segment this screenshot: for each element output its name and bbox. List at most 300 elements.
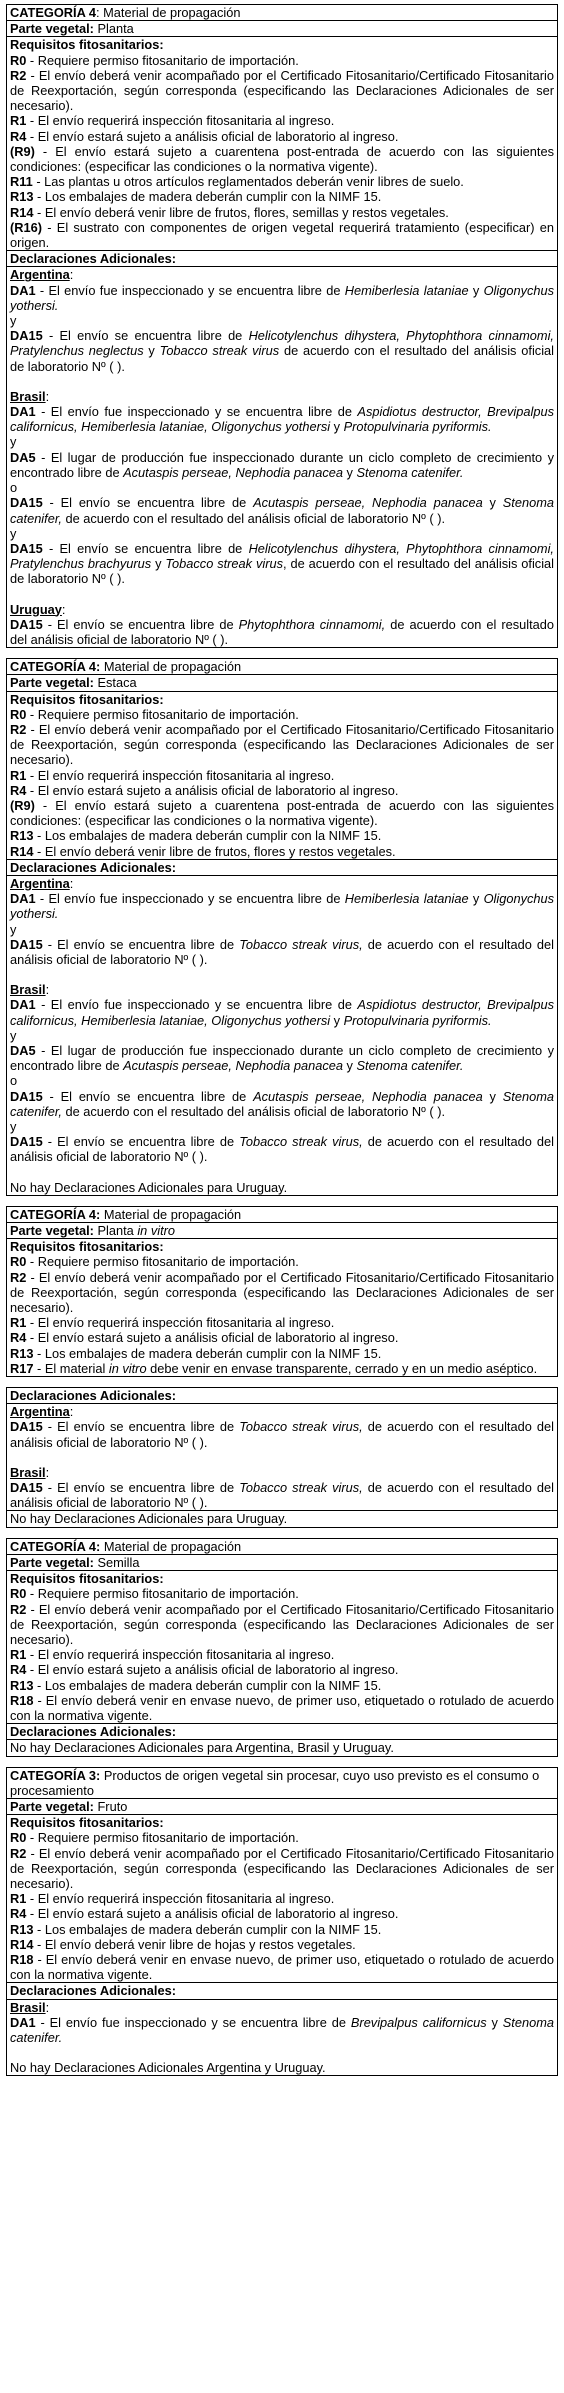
species-name: Acutaspis perseae, Nephodia panacea: [123, 1058, 343, 1074]
declaration-code: DA1: [10, 282, 36, 298]
requirement-item: [10, 1270, 554, 1316]
category-description: Material de propagación: [100, 1206, 242, 1222]
declaration-text: y: [151, 556, 166, 572]
requirement-item: [10, 1346, 554, 1361]
requirement-code: R14: [10, 204, 34, 220]
species-name: Acutaspis perseae, Nephodia panacea: [253, 495, 483, 511]
requirement-item: [10, 844, 554, 859]
species-name: Stenoma catenifer.: [10, 2014, 554, 2045]
requirement-item: [10, 1647, 554, 1662]
requirement-item: [10, 1586, 554, 1601]
declaration-text: de acuerdo con el resultado del análisis oficial de laboratorio Nº ( ).: [10, 1134, 554, 1165]
declaration-text: y: [330, 419, 344, 435]
declaration-code: DA5: [10, 1043, 36, 1058]
requirement-code: R11: [10, 174, 33, 190]
declaration-text: de acuerdo con el resultado del análisis oficial de laboratorio Nº ( ).: [61, 1103, 446, 1119]
colon: :: [45, 1999, 50, 2015]
requirements-section: [7, 37, 557, 251]
no-declarations-row: [7, 1740, 557, 1755]
requirement-item: [10, 1330, 554, 1345]
requirement-item: [10, 1906, 554, 1921]
requirement-code: R0: [10, 1254, 27, 1270]
colon: :: [69, 1404, 74, 1420]
additional-declarations-title-row: [7, 1983, 557, 1999]
requirement-item: [10, 1952, 554, 1982]
declaration-text: - El envío se encuentra libre de: [42, 328, 249, 344]
species-name: Hemiberlesia lataniae: [344, 891, 469, 907]
requirement-code: R13: [10, 1921, 34, 1937]
requirement-text: - Requiere permiso fitosanitario de importación.: [26, 1254, 299, 1270]
spacer: [10, 374, 554, 389]
declaration-text: - El envío se encuentra libre de: [42, 1134, 240, 1150]
requirement-text: - El envío deberá venir acompañado por el Certificado Fitosanitario/Certificado Fitosanitario de Reexportación, según corresponda (especificando las Declaraciones Adicionales de ser necesario).: [10, 1269, 554, 1316]
requirement-text: - El envío estará sujeto a cuarentena post-entrada de acuerdo con las siguientes condiciones: (especificar las condiciones o la normativa vigente).: [10, 797, 554, 829]
species-name: Stenoma catenifer,: [10, 495, 554, 526]
country-heading: [10, 2000, 554, 2015]
requirement-item: [10, 1846, 554, 1892]
declaration-item: [10, 617, 554, 647]
requirement-item: [10, 68, 554, 114]
colon: :: [69, 267, 74, 283]
declaration-code: DA15: [10, 1480, 43, 1496]
declaration-item: [10, 1089, 554, 1119]
country-heading: [10, 876, 554, 891]
plant-part-row: [7, 1555, 557, 1571]
requirement-code: R1: [10, 113, 27, 129]
additional-declarations-title: Declaraciones Adicionales:: [10, 1983, 176, 1999]
requirement-text: - El envío deberá venir en envase nuevo, de primer uso, etiquetado o rotulado de acuerdo con la normativa vigente.: [10, 1692, 554, 1723]
species-name: Protopulvinaria pyriformis.: [343, 419, 492, 435]
additional-declarations-title-row: [7, 1388, 557, 1404]
additional-declarations-title: Declaraciones Adicionales:: [10, 1724, 176, 1740]
requirement-item: [10, 1830, 554, 1845]
conjunction: y: [10, 1119, 17, 1135]
species-name: Helicotylenchus dihystera, Phytophthora cinnamomi, Pratylenchus neglectus: [10, 328, 554, 359]
declaration-item: [10, 1480, 554, 1510]
plant-part-label: Parte vegetal:: [10, 1798, 94, 1814]
requirement-code: R17: [10, 1360, 34, 1376]
plant-part-row: [7, 675, 557, 691]
requirement-text: - El envío requerirá inspección fitosanitaria al ingreso.: [26, 767, 335, 783]
requirements-title: Requisitos fitosanitarios:: [10, 1571, 164, 1587]
requirement-text: - El envío deberá venir libre de frutos, flores, semillas y restos vegetales.: [33, 204, 449, 220]
category-label: CATEGORÍA 4:: [10, 659, 101, 675]
conjunction: y: [10, 434, 17, 450]
requirement-code: R4: [10, 1906, 27, 1922]
requirement-code: R1: [10, 1891, 27, 1907]
species-name: Acutaspis perseae, Nephodia panacea: [253, 1088, 483, 1104]
requirement-code: R0: [10, 52, 27, 68]
additional-declarations-section: [7, 1404, 557, 1511]
declaration-text: y: [468, 282, 484, 298]
declaration-code: DA1: [10, 2014, 36, 2030]
declaration-text: y: [342, 1058, 357, 1074]
requirement-item: [10, 53, 554, 68]
category-description: Material de propagación: [100, 1538, 242, 1554]
country-name-brasil: Brasil: [10, 982, 46, 998]
requirement-item: [10, 189, 554, 204]
country-name-argentina: Argentina: [10, 875, 70, 891]
declaration-text: y: [482, 495, 503, 511]
declaration-text: de acuerdo con el resultado del análisis oficial de laboratorio Nº ( ).: [10, 1480, 554, 1511]
species-name: Tobacco streak virus,: [239, 1134, 363, 1150]
declaration-text: de acuerdo con el resultado del análisis oficial de laboratorio Nº ( ).: [61, 510, 446, 526]
requirement-text: - El envío requerirá inspección fitosanitaria al ingreso.: [26, 1891, 335, 1907]
spacer: [10, 2045, 554, 2060]
category-block-2: [6, 658, 558, 1196]
plant-part-row: [7, 21, 557, 37]
declaration-code: DA15: [10, 328, 43, 344]
requirement-text: debe venir en envase transparente, cerrado y en un medio aséptico.: [146, 1360, 538, 1376]
category-row: [7, 1207, 557, 1223]
requirement-text: - El envío deberá venir libre de frutos, flores y restos vegetales.: [33, 843, 396, 859]
species-name: Brevipalpus californicus: [350, 2014, 487, 2030]
declaration-item: [10, 404, 554, 434]
requirement-text: - El envío estará sujeto a análisis oficial de laboratorio al ingreso.: [26, 128, 399, 144]
requirement-item: [10, 1678, 554, 1693]
requirement-code: R4: [10, 128, 27, 144]
colon: :: [45, 982, 50, 998]
requirement-code: R4: [10, 1662, 27, 1678]
species-name: Hemiberlesia lataniae: [344, 282, 469, 298]
spacer: [10, 1165, 554, 1180]
requirement-code: R1: [10, 1647, 27, 1663]
declaration-code: DA15: [10, 495, 43, 511]
requirement-code: R0: [10, 1830, 27, 1846]
requirement-item: [10, 113, 554, 128]
requirement-text: - El envío deberá venir en envase nuevo, de primer uso, etiquetado o rotulado de acuerdo con la normativa vigente.: [10, 1951, 554, 1983]
requirement-text: - El envío requerirá inspección fitosanitaria al ingreso.: [26, 113, 335, 129]
species-name: Oligonychus yothersi.: [10, 891, 554, 922]
country-heading: [10, 1465, 554, 1480]
declaration-code: DA15: [10, 1419, 43, 1435]
requirements-title: Requisitos fitosanitarios:: [10, 691, 164, 707]
species-name: Stenoma catenifer.: [356, 1058, 464, 1074]
declaration-text: , de acuerdo con el resultado del análisis oficial de laboratorio Nº ( ).: [10, 556, 554, 587]
requirement-text: - El envío deberá venir libre de hojas y restos vegetales.: [33, 1936, 356, 1952]
declaration-text: y: [143, 343, 160, 359]
plant-part-value: Estaca: [93, 675, 137, 691]
declaration-item: [10, 1134, 554, 1164]
colon: :: [45, 1464, 50, 1480]
category-description: : Material de propagación: [96, 5, 241, 20]
declaration-text: - El envío se encuentra libre de: [42, 1419, 240, 1435]
requirement-item: [10, 1693, 554, 1723]
species-name: Tobacco streak virus,: [239, 936, 363, 952]
species-name: Oligonychus yothersi.: [10, 282, 554, 313]
requirement-item: [10, 1602, 554, 1648]
plant-part-label: Parte vegetal:: [10, 1554, 94, 1570]
plant-part-label: Parte vegetal:: [10, 1223, 94, 1239]
country-name-brasil: Brasil: [10, 1464, 46, 1480]
declaration-item: [10, 495, 554, 525]
category-description: Productos de origen vegetal sin procesar, cuyo uso previsto es el consumo o procesamiento: [10, 1767, 540, 1798]
requirement-text: - El material: [33, 1360, 109, 1376]
requirements-section: [7, 1571, 557, 1724]
requirement-code: (R9): [10, 797, 35, 813]
additional-declarations-section: [7, 267, 557, 647]
additional-declarations-title-row: [7, 1724, 557, 1740]
category-row: [7, 1768, 557, 1799]
requirement-item: [10, 783, 554, 798]
declaration-text: y: [486, 2014, 503, 2030]
requirement-text: - El envío estará sujeto a análisis oficial de laboratorio al ingreso.: [26, 782, 399, 798]
no-declarations-note: No hay Declaraciones Adicionales Argentina y Uruguay.: [10, 2060, 326, 2076]
requirement-text: - Los embalajes de madera deberán cumplir con la NIMF 15.: [33, 828, 382, 844]
requirement-text: - Los embalajes de madera deberán cumplir con la NIMF 15.: [33, 1345, 382, 1361]
requirements-title: Requisitos fitosanitarios:: [10, 1239, 164, 1255]
country-heading: [10, 389, 554, 404]
declaration-item: [10, 1419, 554, 1449]
requirement-text: - El envío deberá venir acompañado por el Certificado Fitosanitario/Certificado Fitosanitario de Reexportación, según corresponda (especificando las Declaraciones Adicionales de ser necesario).: [10, 67, 554, 114]
declaration-item: [10, 328, 554, 374]
requirement-code: (R9): [10, 143, 35, 159]
conjunction: o: [10, 480, 18, 496]
plant-part-value: Fruto: [93, 1798, 128, 1814]
species-name: Stenoma catenifer,: [10, 1088, 554, 1119]
requirement-item: [10, 220, 554, 250]
conjunction: y: [10, 525, 17, 541]
declaration-text: - El lugar de producción fue inspeccionado durante un ciclo completo de crecimiento y encontrado libre de: [10, 1043, 554, 1074]
declaration-text: - El envío se encuentra libre de: [42, 616, 239, 632]
category-label: CATEGORÍA 4: [10, 5, 97, 20]
requirements-section: [7, 1815, 557, 1983]
declaration-text: - El envío fue inspeccionado y se encuentra libre de: [35, 997, 358, 1013]
requirement-text: - El envío estará sujeto a análisis oficial de laboratorio al ingreso.: [26, 1330, 399, 1346]
category-row: [7, 659, 557, 675]
declaration-text: de acuerdo con el resultado del análisis oficial de laboratorio Nº ( ).: [10, 616, 554, 647]
species-name: Stenoma catenifer.: [356, 464, 464, 480]
declaration-text: - El envío se encuentra libre de: [42, 936, 240, 952]
country-name-argentina: Argentina: [10, 1404, 70, 1420]
category-row: [7, 1539, 557, 1555]
declaration-item: [10, 891, 554, 921]
declaration-text: - El envío fue inspeccionado y se encuentra libre de: [35, 404, 358, 420]
declaration-code: DA5: [10, 449, 36, 465]
colon: :: [61, 601, 66, 617]
requirement-code: R13: [10, 1345, 34, 1361]
requirement-code: R4: [10, 782, 27, 798]
declaration-text: - El envío fue inspeccionado y se encuentra libre de: [35, 282, 345, 298]
requirement-text: - El envío estará sujeto a cuarentena post-entrada de acuerdo con las siguientes condiciones: (especificar las condiciones o la normativa vigente).: [10, 143, 554, 175]
requirement-code: R18: [10, 1692, 34, 1708]
requirements-section: [7, 1239, 557, 1376]
declaration-text: - El envío fue inspeccionado y se encuentra libre de: [35, 891, 345, 907]
requirement-code: R2: [10, 1845, 27, 1861]
requirement-text: - Requiere permiso fitosanitario de importación.: [26, 52, 299, 68]
plant-part-label: Parte vegetal:: [10, 675, 94, 691]
plant-part-label: Parte vegetal:: [10, 21, 94, 37]
requirement-text: - El envío requerirá inspección fitosanitaria al ingreso.: [26, 1647, 335, 1663]
requirement-code: R18: [10, 1951, 34, 1967]
requirement-item: [10, 129, 554, 144]
colon: :: [69, 875, 74, 891]
declaration-text: de acuerdo con el resultado del análisis oficial de laboratorio Nº ( ).: [10, 343, 554, 374]
requirement-item: [10, 1662, 554, 1677]
requirement-code: R0: [10, 706, 27, 722]
declaration-text: - El envío se encuentra libre de: [42, 540, 249, 556]
plant-part-value: Semilla: [93, 1554, 140, 1570]
requirement-item: [10, 828, 554, 843]
conjunction: y: [10, 1027, 17, 1043]
requirement-text: - Las plantas u otros artículos reglamentados deberán venir libres de suelo.: [32, 174, 464, 190]
category-block-5: [6, 1767, 558, 2077]
requirement-text: - Requiere permiso fitosanitario de importación.: [26, 1586, 299, 1602]
requirement-item: [10, 205, 554, 220]
requirement-text: - Requiere permiso fitosanitario de importación.: [26, 706, 299, 722]
requirement-code: R4: [10, 1330, 27, 1346]
colon: :: [45, 388, 50, 404]
requirement-code: R1: [10, 767, 27, 783]
category-block-3: [6, 1206, 558, 1377]
requirement-item: [10, 768, 554, 783]
plant-part-row: [7, 1223, 557, 1239]
requirement-text: - Requiere permiso fitosanitario de importación.: [26, 1830, 299, 1846]
requirement-code: R14: [10, 1936, 34, 1952]
requirement-item: [10, 174, 554, 189]
declaration-text: - El envío fue inspeccionado y se encuentra libre de: [35, 2014, 351, 2030]
requirement-item: [10, 1922, 554, 1937]
spacer: [10, 587, 554, 602]
requirement-text-italic: in vitro: [108, 1360, 147, 1376]
declaration-text: y: [468, 891, 484, 907]
requirement-item: [10, 1254, 554, 1269]
requirement-text: - El envío estará sujeto a análisis oficial de laboratorio al ingreso.: [26, 1906, 399, 1922]
no-declarations-row: [7, 1511, 557, 1526]
country-name-brasil: Brasil: [10, 1999, 46, 2015]
no-declarations-note: No hay Declaraciones Adicionales para Uruguay.: [10, 1179, 288, 1195]
declaration-code: DA15: [10, 1088, 43, 1104]
requirement-text: - Los embalajes de madera deberán cumplir con la NIMF 15.: [33, 1677, 382, 1693]
declaration-item: [10, 450, 554, 480]
requirement-code: R1: [10, 1315, 27, 1331]
declaration-text: y: [342, 464, 357, 480]
requirement-code: R13: [10, 828, 34, 844]
additional-declarations-title-row: [7, 251, 557, 267]
requirement-code: R2: [10, 67, 27, 83]
category-block-3-declarations: [6, 1387, 558, 1528]
conjunction: y: [10, 921, 17, 937]
species-name: Tobacco streak virus,: [239, 1480, 363, 1496]
conjunction: o: [10, 1073, 18, 1089]
requirement-code: (R16): [10, 219, 42, 235]
declaration-code: DA15: [10, 936, 43, 952]
requirement-item: [10, 798, 554, 828]
declaration-text: - El envío se encuentra libre de: [42, 1088, 254, 1104]
category-label: CATEGORÍA 3:: [10, 1767, 101, 1783]
additional-declarations-section: [7, 876, 557, 1195]
additional-declarations-section: [7, 2000, 557, 2076]
spacer: [10, 1450, 554, 1465]
species-name: Aspidiotus destructor, Brevipalpus californicus, Hemiberlesia lataniae, Oligonychus yothersi: [10, 997, 554, 1028]
species-name: Helicotylenchus dihystera, Phytophthora cinnamomi, Pratylenchus brachyurus: [10, 540, 554, 572]
requirement-code: R2: [10, 1269, 27, 1285]
requirements-title: Requisitos fitosanitarios:: [10, 1815, 164, 1831]
requirement-text: - El envío estará sujeto a análisis oficial de laboratorio al ingreso.: [26, 1662, 399, 1678]
country-name-argentina: Argentina: [10, 267, 70, 283]
requirement-text: - El envío deberá venir acompañado por el Certificado Fitosanitario/Certificado Fitosanitario de Reexportación, según corresponda (especificando las Declaraciones Adicionales de ser necesario).: [10, 721, 554, 768]
category-description: Material de propagación: [100, 659, 242, 675]
requirement-text: - El envío deberá venir acompañado por el Certificado Fitosanitario/Certificado Fitosanitario de Reexportación, según corresponda (especificando las Declaraciones Adicionales de ser necesario).: [10, 1845, 554, 1891]
species-name: Phytophthora cinnamomi,: [238, 616, 386, 632]
declaration-code: DA1: [10, 891, 36, 907]
declaration-code: DA1: [10, 404, 36, 420]
additional-declarations-title: Declaraciones Adicionales:: [10, 251, 176, 267]
plant-part-value: Planta: [93, 1223, 138, 1239]
declaration-code: DA15: [10, 540, 43, 556]
no-declarations-note: No hay Declaraciones Adicionales para Argentina, Brasil y Uruguay.: [10, 1740, 394, 1756]
conjunction: y: [10, 313, 17, 329]
requirement-text: - El envío requerirá inspección fitosanitaria al ingreso.: [26, 1315, 335, 1331]
plant-part-value-italic: in vitro: [137, 1223, 176, 1239]
declaration-item: [10, 937, 554, 967]
country-heading: [10, 1404, 554, 1419]
declaration-item: [10, 997, 554, 1027]
requirement-text: - Los embalajes de madera deberán cumplir con la NIMF 15.: [33, 1921, 382, 1937]
species-name: Tobacco streak virus: [165, 556, 283, 572]
category-block-1: [6, 4, 558, 648]
declaration-text: - El lugar de producción fue inspeccionado durante un ciclo completo de crecimiento y encontrado libre de: [10, 449, 554, 480]
requirement-text: - Los embalajes de madera deberán cumplir con la NIMF 15.: [33, 189, 382, 205]
declaration-code: DA15: [10, 616, 43, 632]
requirement-code: R2: [10, 721, 27, 737]
country-heading: [10, 267, 554, 282]
country-heading: [10, 602, 554, 617]
requirement-item: [10, 1937, 554, 1952]
additional-declarations-title: Declaraciones Adicionales:: [10, 859, 176, 875]
declaration-code: DA15: [10, 1134, 43, 1150]
species-name: Tobacco streak virus,: [239, 1419, 363, 1435]
category-row: [7, 5, 557, 21]
requirement-code: R14: [10, 843, 34, 859]
requirement-text: - El envío deberá venir acompañado por el Certificado Fitosanitario/Certificado Fitosanitario de Reexportación, según corresponda (especificando las Declaraciones Adicionales de ser necesario).: [10, 1601, 554, 1647]
declaration-text: - El envío se encuentra libre de: [42, 495, 254, 511]
requirement-item: [10, 144, 554, 174]
species-name: Acutaspis perseae, Nephodia panacea: [123, 464, 343, 480]
declaration-item: [10, 541, 554, 587]
plant-part-value: Planta: [93, 21, 134, 37]
declaration-text: - El envío se encuentra libre de: [42, 1480, 240, 1496]
requirement-text: - El sustrato con componentes de origen vegetal requerirá tratamiento (especificar) en origen.: [10, 219, 554, 251]
country-heading: [10, 982, 554, 997]
requirement-code: R0: [10, 1586, 27, 1602]
species-name: Aspidiotus destructor, Brevipalpus californicus, Hemiberlesia lataniae, Oligonychus yothersi: [10, 404, 554, 435]
requirement-code: R13: [10, 1677, 34, 1693]
requirement-item: [10, 1361, 554, 1376]
requirements-section: [7, 692, 557, 860]
declaration-item: [10, 283, 554, 313]
requirement-item: [10, 722, 554, 768]
declaration-text: y: [482, 1088, 503, 1104]
requirement-item: [10, 707, 554, 722]
declaration-text: y: [330, 1012, 344, 1028]
plant-part-row: [7, 1799, 557, 1815]
category-block-4: [6, 1538, 558, 1757]
additional-declarations-title-row: [7, 860, 557, 876]
category-label: CATEGORÍA 4:: [10, 1206, 101, 1222]
species-name: Protopulvinaria pyriformis.: [343, 1012, 492, 1028]
species-name: Tobacco streak virus: [159, 343, 280, 359]
requirement-code: R13: [10, 189, 34, 205]
declaration-text: de acuerdo con el resultado del análisis oficial de laboratorio Nº ( ).: [10, 1419, 554, 1450]
requirement-code: R2: [10, 1601, 27, 1617]
no-declarations-note: No hay Declaraciones Adicionales para Uruguay.: [10, 1511, 288, 1527]
country-name-uruguay: Uruguay: [10, 601, 62, 617]
spacer: [10, 967, 554, 982]
declaration-code: DA1: [10, 997, 36, 1013]
additional-declarations-title: Declaraciones Adicionales:: [10, 1388, 176, 1404]
requirements-title: Requisitos fitosanitarios:: [10, 37, 164, 53]
